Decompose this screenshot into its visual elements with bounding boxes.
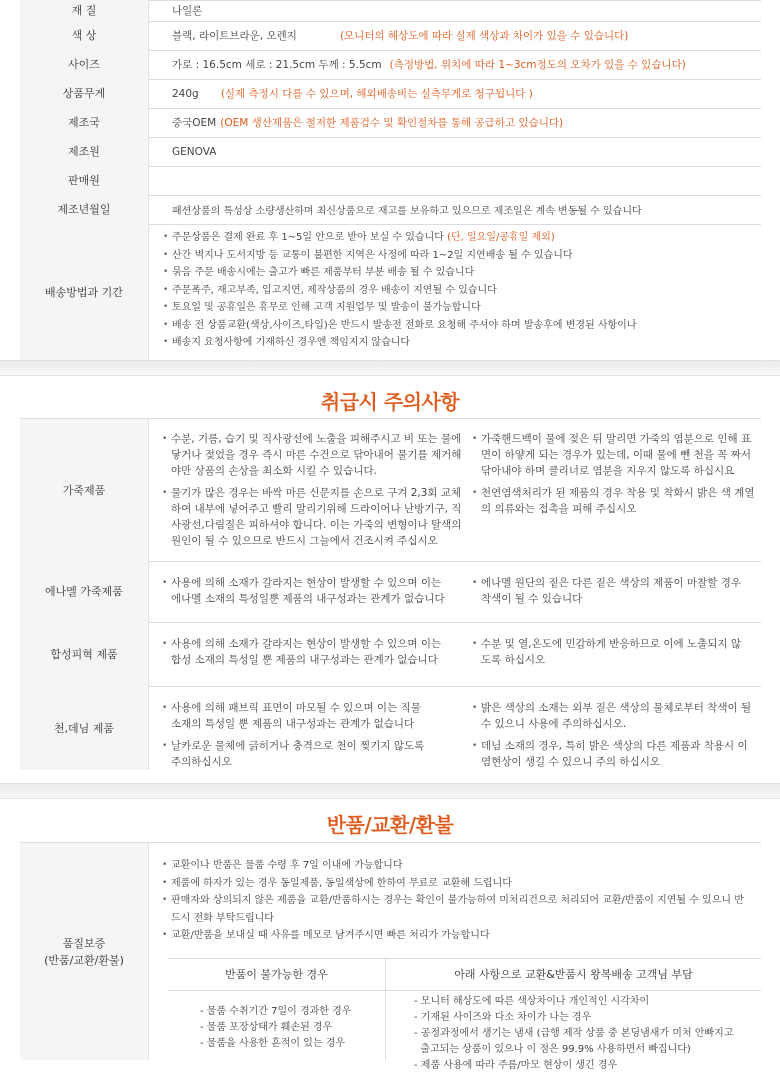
list-item: • 사용에 의해 소재가 갈라지는 현상이 발생할 수 있으며 이는 합성 소재의 특성일 뿐 제품의 내구성과는 관계가 없습니다 [162, 636, 452, 668]
list-item: • 제품에 하자가 있는 경우 동일제품, 동일색상에 한하여 무료로 교환해 드립니다 [162, 875, 752, 893]
list-item: 출고되는 상품이 있으나 이 점은 99.9% 사용하면서 빠집니다) [414, 1044, 691, 1055]
spec-label: 판매원 [20, 166, 149, 195]
spec-row-shipping [20, 224, 761, 360]
care-right-col [472, 636, 742, 668]
care-list [472, 431, 756, 517]
care-label: 에나멜 가죽제품 [20, 561, 149, 622]
list-item: • 판매자와 상의되지 않은 제품을 교환/반품하시는 경우는 확인이 불가능하여 미처리건으로 처리되어 교환/반품이 지연될 수 있으니 반드시 전화 부탁드립니다 [162, 892, 746, 927]
subtable-head-left: 반품이 불가능한 경우 [168, 958, 385, 991]
spec-value [172, 0, 753, 21]
spec-row-size [20, 50, 761, 80]
spec-value-text: GENOVA [172, 145, 217, 158]
care-list [472, 700, 752, 770]
list-item: • 사용에 의해 소재가 갈라지는 현상이 발생할 수 있으며 이는 에나멜 소재의 특성일뿐 제품의 내구성과는 관계가 없습니다 [162, 575, 452, 607]
list-item: • 배송 전 상품교환(색상,사이즈,타입)은 반드시 발송전 전화로 요청해 주셔야 하며 발송후에 변경된 사항이나 [163, 317, 637, 335]
care-row-synthetic [20, 622, 761, 687]
returns-label-line2: (반품/교환/환불) [44, 953, 124, 967]
spec-value [172, 137, 753, 166]
spec-note: (실제 측정시 다를 수 있으며, 해외배송비는 실측무게로 청구됩니다 ) [220, 88, 533, 100]
non-returnable-list [200, 1004, 351, 1052]
subtable-head-right: 아래 사항으로 교환&반품시 왕복배송 고객님 부담 [386, 958, 761, 991]
section-divider [0, 360, 780, 376]
care-left-col [162, 575, 452, 607]
list-item: - 물품 수취기간 7일이 경과한 경우 [200, 1006, 352, 1017]
list-item: - 물품을 사용한 흔적이 있는 경우 [200, 1038, 346, 1049]
list-item: • 천연염색처리가 된 제품의 경우 착용 및 착화시 밝은 색 계열의 의류와는 접촉을 피해 주십시오 [472, 485, 756, 517]
care-section [0, 376, 780, 783]
list-item: • 배송지 요청사항에 기재하신 경우엔 책임지지 않습니다 [163, 334, 637, 352]
spec-value-text: 가로 : 16.5cm 세로 : 21.5cm 두께 : 5.5cm [172, 59, 382, 71]
list-item: • 가죽핸드백이 물에 젖은 뒤 말리면 가죽의 염분으로 인해 표면이 하얗게 되는 경우가 있는데, 이때 물에 뺀 천을 꼭 짜서 닦아내야 하며 클리너로 염분을 지우지 않도록 하십시요 [472, 431, 756, 479]
care-right-col [472, 575, 752, 607]
returns-list [162, 857, 752, 945]
spec-value [172, 195, 753, 224]
list-item: • 산간 벽지나 도서지방 등 교통이 불편한 지역은 사정에 따라 1~2일 지연배송 될 수 있습니다 [163, 247, 637, 265]
spec-value [172, 21, 753, 50]
spec-value [172, 166, 753, 195]
spec-label: 제조원 [20, 137, 149, 166]
list-item: • 날카로운 물체에 긁히거나 충격으로 천이 찢기지 않도록 주의하십시오 [162, 738, 432, 770]
list-item: • 교환/반품을 보내실 때 사유를 메모로 남겨주시면 빠른 처리가 가능합니다 [162, 927, 752, 945]
care-right-col [472, 431, 756, 517]
care-row-fabric [20, 686, 761, 770]
care-label: 천,데님 제품 [20, 686, 149, 770]
spec-section [0, 0, 780, 360]
list-item: • 토요일 및 공휴일은 휴무로 인해 고객 지원업무 및 발송이 불가능합니다 [163, 299, 637, 317]
spec-row-country [20, 108, 761, 138]
care-list [162, 431, 462, 549]
spec-value [172, 79, 753, 108]
list-item: • 주문폭주, 재고부족, 입고지연, 제작상품의 경우 배송이 지연될 수 있습니다 [163, 282, 637, 300]
returns-label-line1: 품질보증 [62, 936, 106, 950]
spec-label: 재 질 [20, 0, 149, 21]
care-left-col [162, 431, 462, 549]
returns-title: 반품/교환/환불 [326, 813, 454, 837]
spec-value [172, 50, 753, 79]
list-item: • 물기가 많은 경우는 바싹 마른 신문지를 손으로 구겨 2,3회 교체하여 내부에 넣어주고 빨리 말리기위해 드라이어나 난방기구, 직사광선,다림질은 피하셔야 합니다. 이는 가죽의 변형이나 탈색의 원인이 될 수 있으므로 반드시 그늘에서 건조시켜 주십시오 [162, 485, 462, 549]
spec-row-mfg-date [20, 195, 761, 225]
list-item: - 공정과정에서 생기는 냄새 (급행 제작 상품 중 본딩냄새가 미처 안빠지고 [414, 1028, 734, 1039]
care-row-leather [20, 419, 761, 562]
spec-row-weight [20, 79, 761, 109]
care-left-col [162, 700, 432, 770]
list-item: • 주문상품은 결제 완료 후 1~5일 안으로 받아 보실 수 있습니다 (단, 일요일/공휴일 제외) [163, 229, 637, 247]
list-item: • 밝은 색상의 소재는 외부 짙은 색상의 물체로부터 착색이 될 수 있으니 사용에 주의하십시오. [472, 700, 752, 732]
shipping-list [163, 229, 637, 352]
care-label: 가죽제품 [20, 419, 149, 561]
care-left-col [162, 636, 452, 668]
spec-label: 상품무게 [20, 79, 149, 108]
care-right-col [472, 700, 752, 770]
spec-row-color [20, 21, 761, 51]
spec-row-seller [20, 166, 761, 196]
spec-value-text: 블랙, 라이트브라운, 오렌지 [172, 30, 297, 42]
care-list [162, 575, 452, 607]
spec-value-text: 240g [172, 87, 199, 100]
care-list [472, 636, 742, 668]
spec-label: 제조국 [20, 108, 149, 137]
customer-paid-list [414, 994, 733, 1074]
care-list [162, 636, 452, 668]
care-list [472, 575, 752, 607]
list-item: • 사용에 의해 패브릭 표면이 마모될 수 있으며 이는 직물 소재의 특성일 뿐 제품의 내구성과는 관계가 없습니다 [162, 700, 432, 732]
list-item: - 모니터 해상도에 따른 색상차이나 개인적인 시각차이 [414, 996, 650, 1007]
list-item: • 에나멜 원단의 짙은 다른 짙은 색상의 제품이 마찰할 경우 착색이 될 수 있습니다 [472, 575, 752, 607]
spec-row-manufacturer [20, 137, 761, 167]
list-item: • 교환이나 반품은 물품 수령 후 7일 이내에 가능합니다 [162, 857, 752, 875]
spec-label: 배송방법과 기간 [20, 224, 149, 360]
care-row-enamel [20, 561, 761, 623]
care-title: 취급시 주의사항 [320, 390, 460, 414]
section-divider [0, 783, 780, 799]
list-item: • 수분, 기름, 습기 및 직사광선에 노출을 피해주시고 비 또는 물에 닿거나 젖었을 경우 즉시 마른 수건으로 닦아내어 물기를 제거해야만 상품의 손상을 최소화 시킬 수 있습니다. [162, 431, 462, 479]
spec-label: 사이즈 [20, 50, 149, 79]
list-item: - 제품 사용에 따라 주름/마모 현상이 생긴 경우 [414, 1060, 618, 1071]
spec-row-material [20, 0, 761, 22]
spec-value-text: 중국OEM [172, 117, 217, 129]
list-item: • 수분 및 열,온도에 민감하게 반응하므로 이에 노출되지 않도록 하십시오 [472, 636, 742, 668]
care-label: 합성피혁 제품 [20, 622, 149, 686]
spec-value-text: 패션상품의 특성상 소량생산하며 최신상품으로 재고를 보유하고 있으므로 제조일은 계속 변동될 수 있습니다 [172, 206, 642, 217]
spec-note: (모니터의 해상도에 따라 실제 색상과 차이가 있을 수 있습니다) [339, 30, 629, 42]
spec-label: 색 상 [20, 21, 149, 50]
returns-section [0, 799, 780, 1071]
spec-value [172, 108, 753, 137]
list-item: • 데님 소재의 경우, 특히 밝은 색상의 다른 제품과 착용시 이염현상이 생길 수 있으니 주의 하십시오 [472, 738, 752, 770]
care-list [162, 700, 432, 770]
returns-label [20, 843, 149, 1060]
list-item: - 물품 포장상태가 훼손된 경우 [200, 1022, 333, 1033]
list-item: • 묶음 주문 배송시에는 출고가 빠른 제품부터 부분 배송 될 수 있습니다 [163, 264, 637, 282]
spec-note: (측정방법, 위치에 따라 1~3cm정도의 오차가 있을 수 있습니다) [389, 59, 686, 71]
spec-value-text: 나일론 [172, 5, 203, 17]
spec-label: 제조년월일 [20, 195, 149, 224]
list-item: - 기재된 사이즈와 다소 차이가 나는 경우 [414, 1012, 592, 1023]
returns-subtable [168, 958, 761, 1071]
spec-note: (OEM 생산제품은 철저한 제품검수 및 확인절차를 통해 공급하고 있습니다) [220, 117, 564, 129]
